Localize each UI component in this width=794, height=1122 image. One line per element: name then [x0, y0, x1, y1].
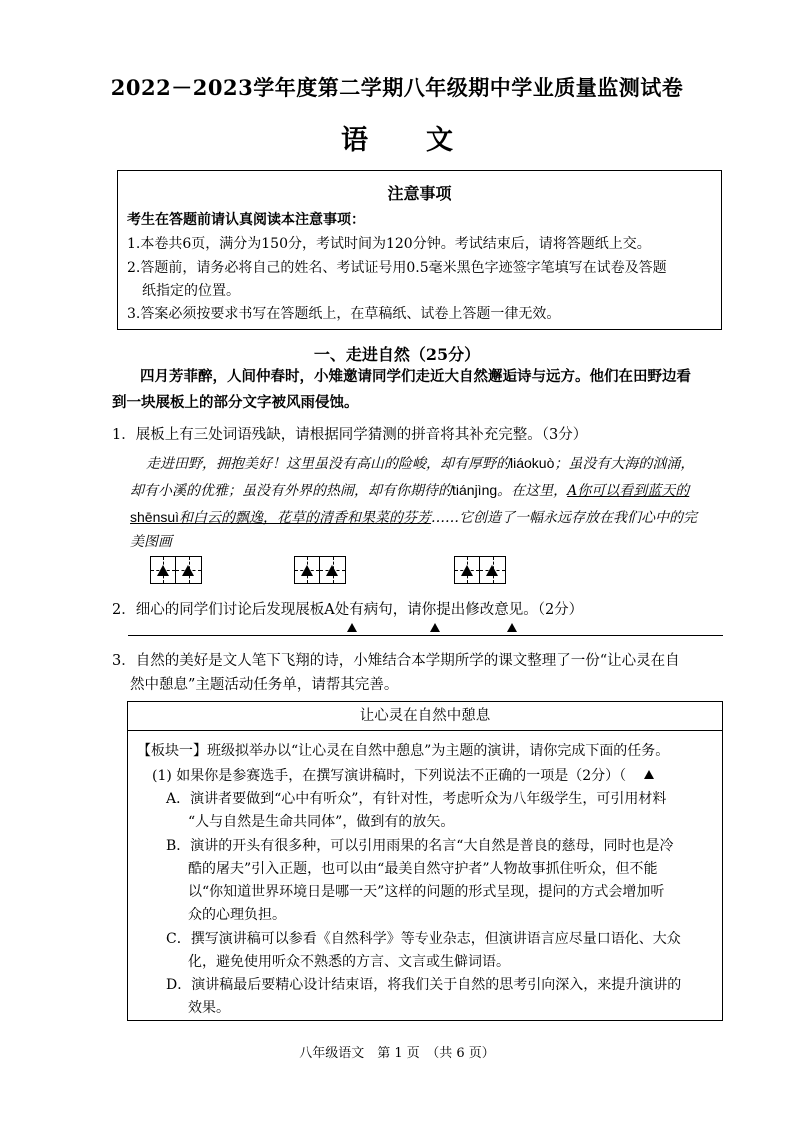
question-1: 1．展板上有三处词语残缺，请根据同学猜测的拼音将其补充完整。（3分）: [112, 427, 588, 443]
passage-text: ；虽没有大海的汹涌，: [554, 456, 695, 472]
triangle-icon: [461, 565, 473, 576]
triangle-icon: [326, 565, 338, 576]
notice-box: [117, 170, 722, 330]
triangle-icon: [301, 565, 313, 576]
notice-item-1: 1.本卷共6页，满分为150分，考试时间为120分钟。考试结束后，请将答题纸上交。: [127, 236, 651, 252]
module-1: 【板块一】班级拟举办以“让心灵在自然中憩息”为主题的演讲，请你完成下面的任务。: [137, 743, 670, 759]
triangle-icon: [486, 565, 498, 576]
triangle-icon: [182, 565, 194, 576]
subject-char-2: 文: [426, 125, 453, 156]
notice-intro: 考生在答题前请认真阅读本注意事项：: [127, 212, 365, 228]
exam-title: 2022－2023学年度第二学期八年级期中学业质量监测试卷: [110, 75, 684, 100]
pinyin-1: liáokuò: [510, 455, 555, 471]
section-heading: 一、走进自然（25分）: [313, 345, 481, 364]
page-footer: 八年级语文 第 1 页 （共 6 页）: [299, 1046, 495, 1061]
option-b-line-4: 众的心理负担。: [188, 907, 286, 923]
option-c-line-2: 化，避免使用听众不熟悉的方言、文言或生僻词语。: [188, 954, 510, 970]
section-intro-line-2: 到一块展板上的部分文字被风雨侵蚀。: [112, 394, 359, 411]
answer-line[interactable]: [128, 635, 723, 636]
task-heading: 让心灵在自然中憩息: [128, 702, 722, 731]
char-box[interactable]: [320, 556, 346, 584]
option-a-line-2: “人与自然是生命共同体”，做到有的放矢。: [188, 814, 455, 830]
option-a-line-1: A．演讲者要做到“心中有听众”，有针对性，考虑听众为八年级学生，可引用材料: [166, 791, 667, 807]
subject-char-1: 语: [341, 125, 368, 156]
char-box[interactable]: [150, 556, 176, 584]
passage-line-2: [130, 480, 689, 500]
passage-line-3: [130, 507, 697, 527]
pinyin-2: tiánjìng: [452, 482, 498, 498]
char-box[interactable]: [294, 556, 320, 584]
triangle-icon: [157, 565, 169, 576]
passage-line-1: [146, 453, 694, 473]
option-b-line-1: B．演讲的开头有很多种，可以引用雨果的名言“大自然是普良的慈母，同时也是冷: [166, 838, 674, 854]
task-sheet: [127, 701, 723, 1021]
option-c-line-1: C．撰写演讲稿可以参看《自然科学》等专业杂志，但演讲语言应尽量口语化、大众: [166, 931, 681, 947]
answer-boxes-1: [150, 556, 202, 586]
option-b-line-2: 酷的屠夫”引入正题，也可以由“最美自然守护者”人物故事抓住听众，但不能: [188, 861, 658, 877]
triangle-icon: [507, 623, 517, 632]
passage-text: 。在这里，: [497, 483, 568, 499]
triangle-icon: [347, 623, 357, 632]
question-3-line-1: 3．自然的美好是文人笔下飞翔的诗，小雉结合本学期所学的课文整理了一份“让心灵在自: [112, 653, 680, 669]
passage-text: 却有小溪的优雅；虽没有外界的热闹，却有你期待的: [130, 483, 452, 499]
sentence-a: A你可以看到蓝天的: [567, 483, 690, 499]
notice-heading: 注意事项: [387, 184, 452, 203]
notice-item-2: 2.答题前，请务必将自己的姓名、考试证号用0.5毫米黑色字迹签字笔填写在试卷及答题: [127, 260, 667, 276]
answer-boxes-3: [454, 556, 506, 586]
notice-item-3: 3.答案必须按要求书写在答题纸上，在草稿纸、试卷上答题一律无效。: [127, 306, 561, 322]
subject-title: [0, 118, 794, 157]
char-box[interactable]: [176, 556, 202, 584]
char-box[interactable]: [454, 556, 480, 584]
answer-boxes-2: [294, 556, 346, 586]
passage-line-4: 美图画: [130, 534, 172, 550]
section-intro-line-1: 四月芳菲醉，人间仲春时，小雉邀请同学们走近大自然邂逅诗与远方。他们在田野边看: [140, 368, 691, 385]
passage-text: 走进田野，拥抱美好！这里虽没有高山的险峻，却有厚野的: [146, 456, 510, 472]
question-2: 2．细心的同学们讨论后发现展板A处有病句，请你提出修改意见。（2分）: [112, 602, 584, 618]
sentence-a-cont: 和白云的飘逸，花草的清香和果菜的芬芳: [179, 510, 432, 526]
question-3-line-2: 然中憩息”主题活动任务单，请帮其完善。: [130, 677, 399, 693]
sub-question-1: [152, 765, 654, 785]
option-d-line-2: 效果。: [188, 1000, 230, 1016]
triangle-icon: [644, 770, 654, 779]
option-d-line-1: D．演讲稿最后要精心设计结束语，将我们关于自然的思考引向深入，来提升演讲的: [166, 977, 682, 993]
pinyin-3: shēnsuì: [130, 509, 180, 525]
notice-item-2-cont: 纸指定的位置。: [142, 283, 240, 299]
passage-text: ……它创造了一幅永远存放在我们心中的完: [431, 510, 698, 526]
option-b-line-3: 以“你知道世界环境日是哪一天”这样的问题的形式呈现，提问的方式会增加听: [188, 884, 665, 900]
sub-question-text: (1) 如果你是参赛选手，在撰写演讲稿时，下列说法不正确的一项是（2分）（: [152, 768, 627, 784]
triangle-icon: [430, 623, 440, 632]
char-box[interactable]: [480, 556, 506, 584]
